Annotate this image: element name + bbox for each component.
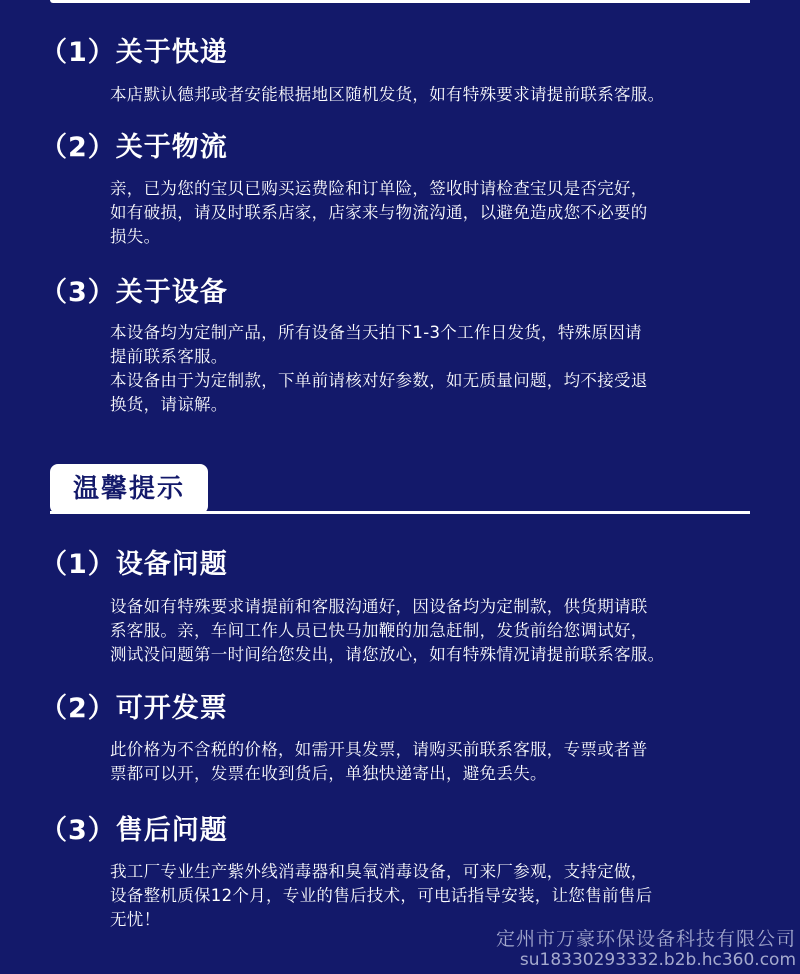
- invoice-heading: （2）可开发票: [40, 693, 228, 724]
- watermark-company: 定州市万豪环保设备科技有限公司: [495, 928, 796, 950]
- logistics-text: [110, 177, 770, 249]
- text-line: 测试没问题第一时间给您发出，请您放心，如有特殊情况请提前联系客服。: [110, 645, 665, 664]
- equipment-issue-text: [110, 595, 770, 667]
- invoice-text: [110, 738, 770, 786]
- text-line: 本设备由于为定制款，下单前请核对好参数，如无质量问题，均不接受退: [110, 371, 648, 390]
- after-sales-heading: （3）售后问题: [40, 815, 228, 846]
- tips-banner: [50, 464, 208, 514]
- text-line: 换货，请谅解。: [110, 395, 228, 414]
- logistics-heading: （2）关于物流: [40, 132, 228, 163]
- delivery-text: [110, 83, 770, 107]
- text-line: 无忧！: [110, 910, 161, 929]
- text-line: 票都可以开，发票在收到货后，单独快递寄出，避免丢失。: [110, 764, 547, 783]
- text-line: 设备如有特殊要求请提前和客服沟通好，因设备均为定制款，供货期请联: [110, 597, 648, 616]
- text-line: 设备整机质保12个月，专业的售后技术，可电话指导安装，让您售前售后: [110, 886, 653, 905]
- equipment-issue-heading: （1）设备问题: [40, 549, 228, 580]
- text-line: 亲，已为您的宝贝已购买运费险和订单险，签收时请检查宝贝是否完好，: [110, 179, 648, 198]
- tips-title: 温馨提示: [72, 474, 185, 504]
- text-line: 此价格为不含税的价格，如需开具发票，请购买前联系客服，专票或者普: [110, 740, 648, 759]
- equipment-heading: （3）关于设备: [40, 277, 228, 308]
- text-line: 本店默认德邦或者安能根据地区随机发货，如有特殊要求请提前联系客服。: [110, 85, 665, 104]
- watermark-site: su18330293332.b2b.hc360.com: [519, 950, 796, 970]
- equipment-text: [110, 321, 770, 417]
- text-line: 如有破损，请及时联系店家，店家来与物流沟通，以避免造成您不必要的: [110, 203, 648, 222]
- text-line: 本设备均为定制产品，所有设备当天拍下1-3个工作日发货，特殊原因请: [110, 323, 642, 342]
- delivery-heading: （1）关于快递: [40, 37, 228, 68]
- text-line: 我工厂专业生产紫外线消毒器和臭氧消毒设备，可来厂参观，支持定做，: [110, 862, 648, 881]
- after-sales-text: [110, 860, 770, 932]
- text-line: 系客服。亲，车间工作人员已快马加鞭的加急赶制，发货前给您调试好，: [110, 621, 648, 640]
- top-divider: [50, 0, 750, 3]
- text-line: 损失。: [110, 227, 161, 246]
- text-line: 提前联系客服。: [110, 347, 228, 366]
